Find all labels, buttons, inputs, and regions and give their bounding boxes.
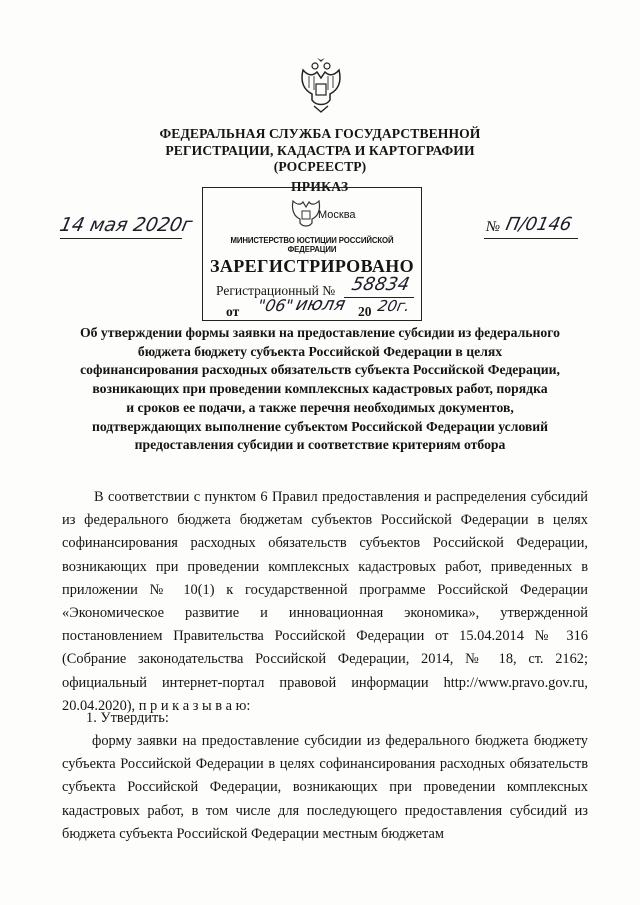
stamp-city: Москва: [318, 209, 356, 221]
stamp-year: 20г.: [376, 297, 412, 315]
stamp-reg-number: 58834: [349, 274, 412, 295]
body-paragraph-form: форму заявки на предоставление субсидии из федерального бюджета бюджету субъекта Российской Федерации в целях софинансирования расходных обязательств субъекта Российской Федерации, возникающих при проведении комплексных кадастровых работ, в том числе для последующего предоставления субсидий из бюджета субъекта Российской Федерации местным бюджетам: [62, 733, 588, 842]
russian-coat-of-arms-icon: [298, 56, 344, 114]
number-prefix: №: [486, 219, 501, 235]
agency-name: [0, 126, 640, 176]
subject-line: бюджета бюджету субъекта Российской Федерации в целях: [137, 343, 503, 359]
date-underline: [60, 238, 182, 239]
stamp-month: июля: [293, 294, 348, 315]
subject-line: предоставления субсидии и соответствие критериям отбора: [134, 437, 506, 453]
order-subject: [40, 324, 600, 455]
stamp-reg-label: Регистрационный №: [216, 283, 336, 298]
agency-line: РЕГИСТРАЦИИ, КАДАСТРА И КАРТОГРАФИИ: [165, 142, 475, 158]
stamp-ministry: МИНИСТЕРСТВО ЮСТИЦИИ РОССИЙСКОЙ ФЕДЕРАЦИИ: [230, 236, 394, 254]
stamp-date-prefix: от: [226, 304, 240, 319]
stamp-year-printed: 20: [358, 304, 372, 319]
doc-type-title: ПРИКАЗ: [291, 179, 349, 194]
subject-line: софинансирования расходных обязательств субъекта Российской Федерации,: [80, 362, 560, 378]
order-date: 14 мая 2020г: [57, 214, 195, 236]
stamp-registered: ЗАРЕГИСТРИРОВАНО: [209, 256, 415, 276]
subject-line: и сроков ее подачи, а также перечня необходимых документов,: [126, 399, 514, 415]
body-paragraph-preamble: В соответствии с пунктом 6 Правил предоставления и распределения субсидий из федерального бюджета бюджетам субъектов Российской Федерации в целях софинансирования расходных обязательств субъектов Российской Федерации, возникающих при проведении комплексных кадастровых работ, приведенных в приложении № 10(1) к государственной программе Российской Федерации «Экономическое развитие и инновационная экономика», утвержденной постановлением Правительства Российской Федерации от 15.04.2014 № 316 (Собрание законодательства Российской Федерации, 2014, № 18, ст. 2162; официальный интернет-портал правовой информации http://www.pravo.gov.ru, 20.04.2020), п р и к а з ы в а ю:: [62, 489, 588, 714]
subject-line: возникающих при проведении комплексных кадастровых работ, порядка: [92, 381, 548, 397]
body-paragraph-item-1: 1. Утвердить:: [86, 710, 169, 726]
subject-line: подтверждающих выполнение субъектом Российской Федерации условий: [91, 418, 549, 434]
agency-line: ФЕДЕРАЛЬНАЯ СЛУЖБА ГОСУДАРСТВЕННОЙ: [159, 126, 481, 141]
subject-line: Об утверждении формы заявки на предоставление субсидии из федерального: [79, 325, 560, 340]
number-underline: [484, 238, 578, 239]
stamp-date-underline: [240, 320, 398, 321]
agency-line: (РОСРЕЕСТР): [273, 159, 367, 174]
stamp-day: "06": [255, 296, 296, 315]
order-number: П/0146: [503, 214, 574, 235]
